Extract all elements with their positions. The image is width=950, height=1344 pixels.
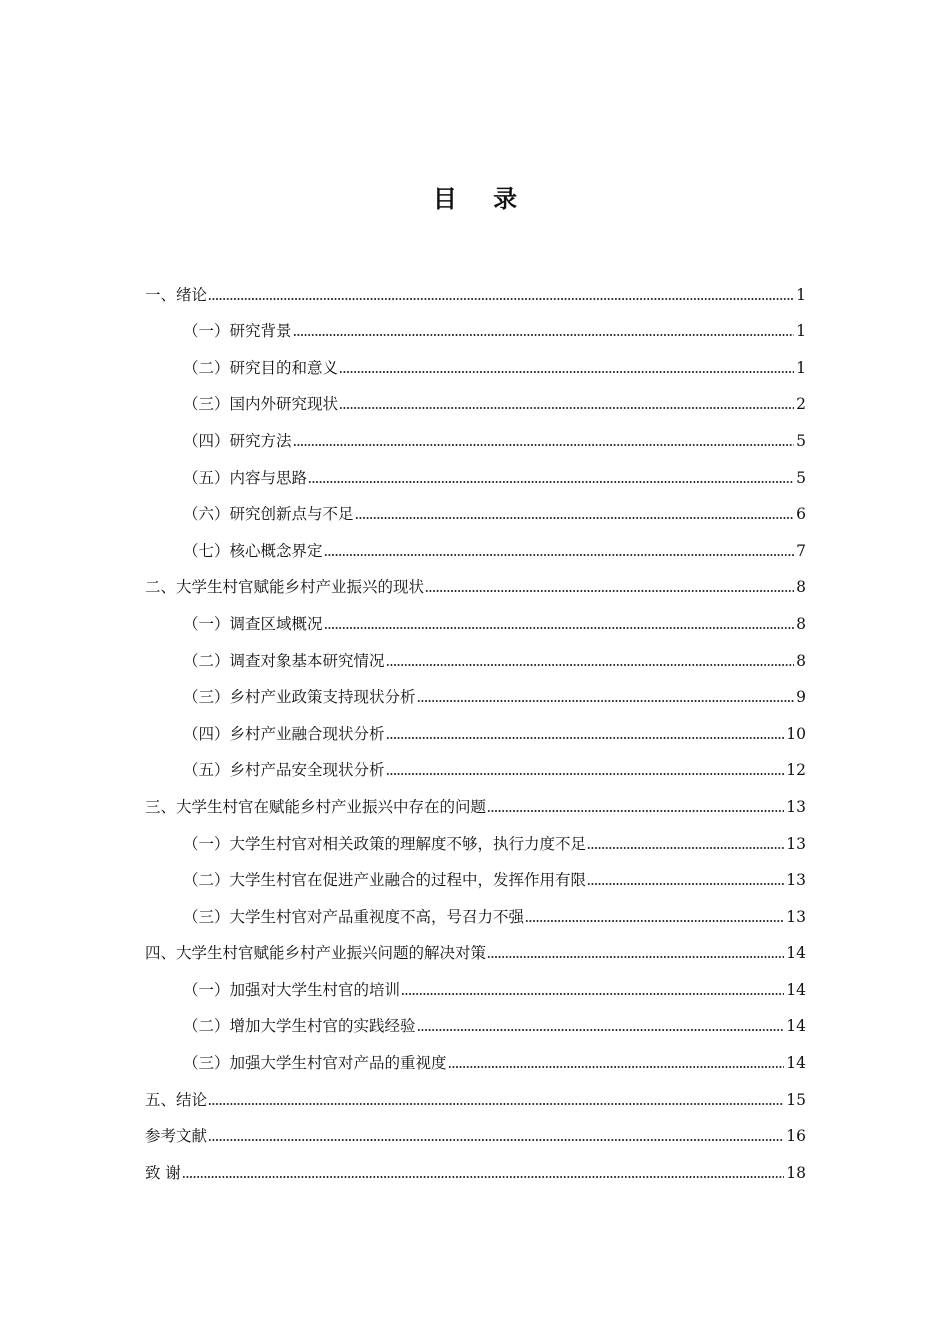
toc-dot-leader — [386, 772, 785, 776]
toc-entry-label: （三）国内外研究现状 — [183, 395, 339, 414]
toc-entry-label: （二）增加大学生村官的实践经验 — [183, 1017, 416, 1036]
toc-entry-page-number: 14 — [786, 1054, 806, 1073]
toc-entry-label: 五、结论 — [145, 1090, 208, 1109]
toc-entry[interactable] — [145, 673, 806, 710]
toc-entry-page-number: 1 — [796, 322, 806, 341]
toc-dot-leader — [324, 553, 795, 557]
toc-entry[interactable] — [145, 343, 806, 380]
toc-entry[interactable] — [145, 563, 806, 600]
toc-dot-leader — [587, 882, 784, 886]
toc-entry[interactable] — [145, 929, 806, 966]
toc-dot-leader — [587, 846, 784, 850]
toc-entry-label: 三、大学生村官在赋能乡村产业振兴中存在的问题 — [145, 797, 487, 816]
toc-entry-page-number: 13 — [786, 871, 806, 890]
toc-entry-label: （三）加强大学生村官对产品的重视度 — [183, 1054, 447, 1073]
toc-entry[interactable] — [145, 1002, 806, 1039]
toc-entry-label: 四、大学生村官赋能乡村产业振兴问题的解决对策 — [145, 944, 487, 963]
toc-dot-leader — [425, 589, 794, 593]
toc-dot-leader — [417, 1028, 785, 1032]
toc-entry[interactable] — [145, 270, 806, 307]
toc-dot-leader — [339, 370, 794, 374]
toc-entry-page-number: 13 — [786, 797, 806, 816]
toc-dot-leader — [208, 1138, 784, 1142]
toc-entry[interactable] — [145, 856, 806, 893]
toc-entry[interactable] — [145, 746, 806, 783]
toc-entry-page-number: 6 — [796, 505, 806, 524]
toc-entry[interactable] — [145, 819, 806, 856]
toc-entry[interactable] — [145, 490, 806, 527]
toc-entry[interactable] — [145, 892, 806, 929]
toc-entry-page-number: 14 — [786, 980, 806, 999]
toc-entry-page-number: 16 — [786, 1127, 806, 1146]
toc-entry-label: （一）加强对大学生村官的培训 — [183, 980, 401, 999]
toc-entry-label: （二）大学生村官在促进产业融合的过程中，发挥作用有限 — [183, 871, 587, 890]
toc-entry[interactable] — [145, 636, 806, 673]
toc-entry[interactable] — [145, 709, 806, 746]
toc-entry[interactable] — [145, 782, 806, 819]
toc-entry-page-number: 5 — [796, 468, 806, 487]
toc-dot-leader — [308, 480, 794, 484]
toc-dot-leader — [324, 626, 795, 630]
toc-entry[interactable] — [145, 453, 806, 490]
toc-entry[interactable] — [145, 599, 806, 636]
toc-entry-page-number: 2 — [796, 395, 806, 414]
toc-entry-label: （六）研究创新点与不足 — [183, 505, 354, 524]
toc-entry[interactable] — [145, 380, 806, 417]
toc-entry-label: 二、大学生村官赋能乡村产业振兴的现状 — [145, 578, 425, 597]
toc-dot-leader — [525, 919, 784, 923]
toc-dot-leader — [293, 443, 795, 447]
toc-dot-leader — [386, 736, 785, 740]
toc-dot-leader — [448, 1065, 785, 1069]
toc-entry-page-number: 8 — [796, 651, 806, 670]
toc-entry-page-number: 7 — [796, 541, 806, 560]
toc-dot-leader — [417, 699, 795, 703]
toc-dot-leader — [208, 297, 794, 301]
toc-entry-page-number: 13 — [786, 907, 806, 926]
toc-entry-label: （三）大学生村官对产品重视度不高，号召力不强 — [183, 907, 525, 926]
toc-dot-leader — [293, 333, 795, 337]
toc-entry-page-number: 8 — [796, 578, 806, 597]
toc-entry[interactable] — [145, 1148, 806, 1185]
toc-entry-label: （五）内容与思路 — [183, 468, 308, 487]
toc-entry-page-number: 12 — [786, 761, 806, 780]
toc-entry-label: （二）研究目的和意义 — [183, 358, 339, 377]
toc-entry[interactable] — [145, 416, 806, 453]
toc-entry-label: （五）乡村产品安全现状分析 — [183, 761, 385, 780]
toc-entry-page-number: 10 — [786, 724, 806, 743]
toc-entry-label: （三）乡村产业政策支持现状分析 — [183, 688, 416, 707]
toc-dot-leader — [339, 406, 794, 410]
toc-entry-label: 一、绪论 — [145, 285, 208, 304]
toc-dot-leader — [487, 809, 784, 813]
toc-entry-page-number: 15 — [786, 1090, 806, 1109]
toc-dot-leader — [208, 1102, 784, 1106]
toc-entry-page-number: 13 — [786, 834, 806, 853]
toc-entry[interactable] — [145, 1112, 806, 1149]
toc-entry[interactable] — [145, 1038, 806, 1075]
toc-dot-leader — [182, 1175, 784, 1179]
toc-dot-leader — [355, 516, 795, 520]
toc-entry-page-number: 14 — [786, 944, 806, 963]
toc-dot-leader — [401, 992, 784, 996]
toc-entry[interactable] — [145, 965, 806, 1002]
toc-entry-label: （二）调查对象基本研究情况 — [183, 651, 385, 670]
toc-entry-page-number: 14 — [786, 1017, 806, 1036]
toc-entry[interactable] — [145, 307, 806, 344]
toc-entry-label: 参考文献 — [145, 1127, 208, 1146]
toc-entry-label: （一）调查区域概况 — [183, 614, 323, 633]
toc-entry-label: （七）核心概念界定 — [183, 541, 323, 560]
toc-entry-page-number: 9 — [796, 688, 806, 707]
page-title: 目 录 — [432, 185, 532, 213]
toc-entry[interactable] — [145, 1075, 806, 1112]
table-of-contents — [145, 270, 806, 1185]
toc-entry-page-number: 18 — [786, 1163, 806, 1182]
toc-entry-label: （一）研究背景 — [183, 322, 292, 341]
toc-dot-leader — [487, 955, 784, 959]
toc-entry-label: （四）研究方法 — [183, 431, 292, 450]
toc-entry[interactable] — [145, 526, 806, 563]
toc-entry-page-number: 1 — [796, 285, 806, 304]
toc-entry-page-number: 8 — [796, 614, 806, 633]
toc-entry-page-number: 5 — [796, 431, 806, 450]
toc-entry-page-number: 1 — [796, 358, 806, 377]
toc-entry-label: （一）大学生村官对相关政策的理解度不够，执行力度不足 — [183, 834, 587, 853]
toc-entry-label: 致 谢 — [145, 1163, 181, 1182]
toc-dot-leader — [386, 663, 795, 667]
toc-entry-label: （四）乡村产业融合现状分析 — [183, 724, 385, 743]
